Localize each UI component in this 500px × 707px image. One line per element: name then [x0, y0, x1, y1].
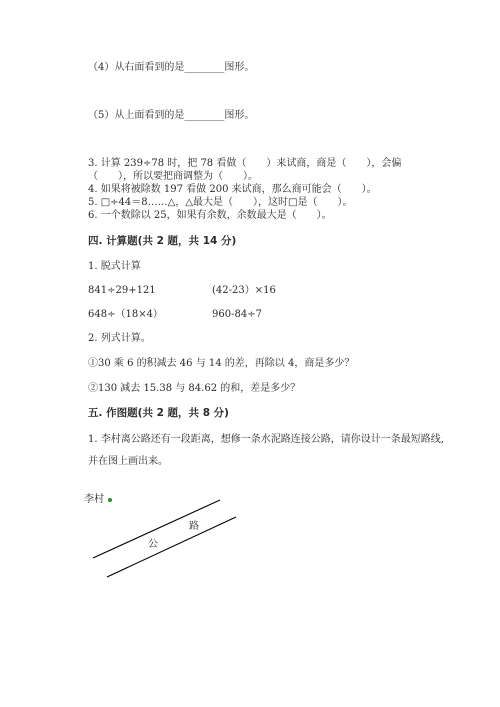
- calc-item-1: 841÷29+121: [88, 285, 156, 296]
- fill-item-6: 6. 一个数除以 25，如果有余数，余数最大是（ ）。: [88, 210, 332, 221]
- drawing-question-line-1: 1. 李村离公路还有一段距离，想修一条水泥路连接公路，请你设计一条最短路线,: [88, 434, 444, 445]
- section-5-heading: 五. 作图题(共 2 题，共 8 分): [88, 407, 229, 419]
- fill-item-3-line-2: （ ），所以要把商调整为（ ）。: [88, 171, 258, 182]
- calc-item-3: 648÷（18×4）: [88, 309, 163, 320]
- calc-item-2: (42-23）×16: [212, 285, 276, 296]
- fill-item-4: 4. 如果将被除数 197 看做 200 来试商，那么商可能会（ ）。: [88, 184, 377, 195]
- calc-item-4: 960-84÷7: [212, 309, 262, 320]
- road-label-gong: 公: [148, 539, 158, 550]
- word-problem-1: ①30 乘 6 的积减去 46 与 14 的差，再除以 4，商是多少？: [88, 358, 355, 369]
- section-4-heading: 四. 计算题(共 2 题，共 14 分): [88, 235, 237, 247]
- drawing-question-line-2: 并在图上画出来。: [88, 456, 168, 467]
- question-5: （5）从上面看到的是________图形。: [88, 110, 255, 121]
- calc-subtitle: 1. 脱式计算: [88, 261, 141, 272]
- question-4: （4）从右面看到的是________图形。: [88, 62, 255, 73]
- fill-item-3-line-1: 3. 计算 239÷78 时，把 78 看做（ ）来试商，商是（ ），会偏: [88, 158, 402, 169]
- word-problem-2: ②130 减去 15.38 与 84.62 的和，差是多少？: [88, 383, 301, 394]
- road-edge-lower: [107, 517, 236, 577]
- fill-item-5: 5. □÷44＝8……△，△最大是（ ），这时□是（ ）。: [88, 197, 353, 208]
- road-label-lu: 路: [189, 521, 199, 532]
- village-label: 李村: [84, 494, 104, 505]
- village-dot: [108, 498, 112, 502]
- word-problem-subtitle: 2. 列式计算。: [88, 333, 151, 344]
